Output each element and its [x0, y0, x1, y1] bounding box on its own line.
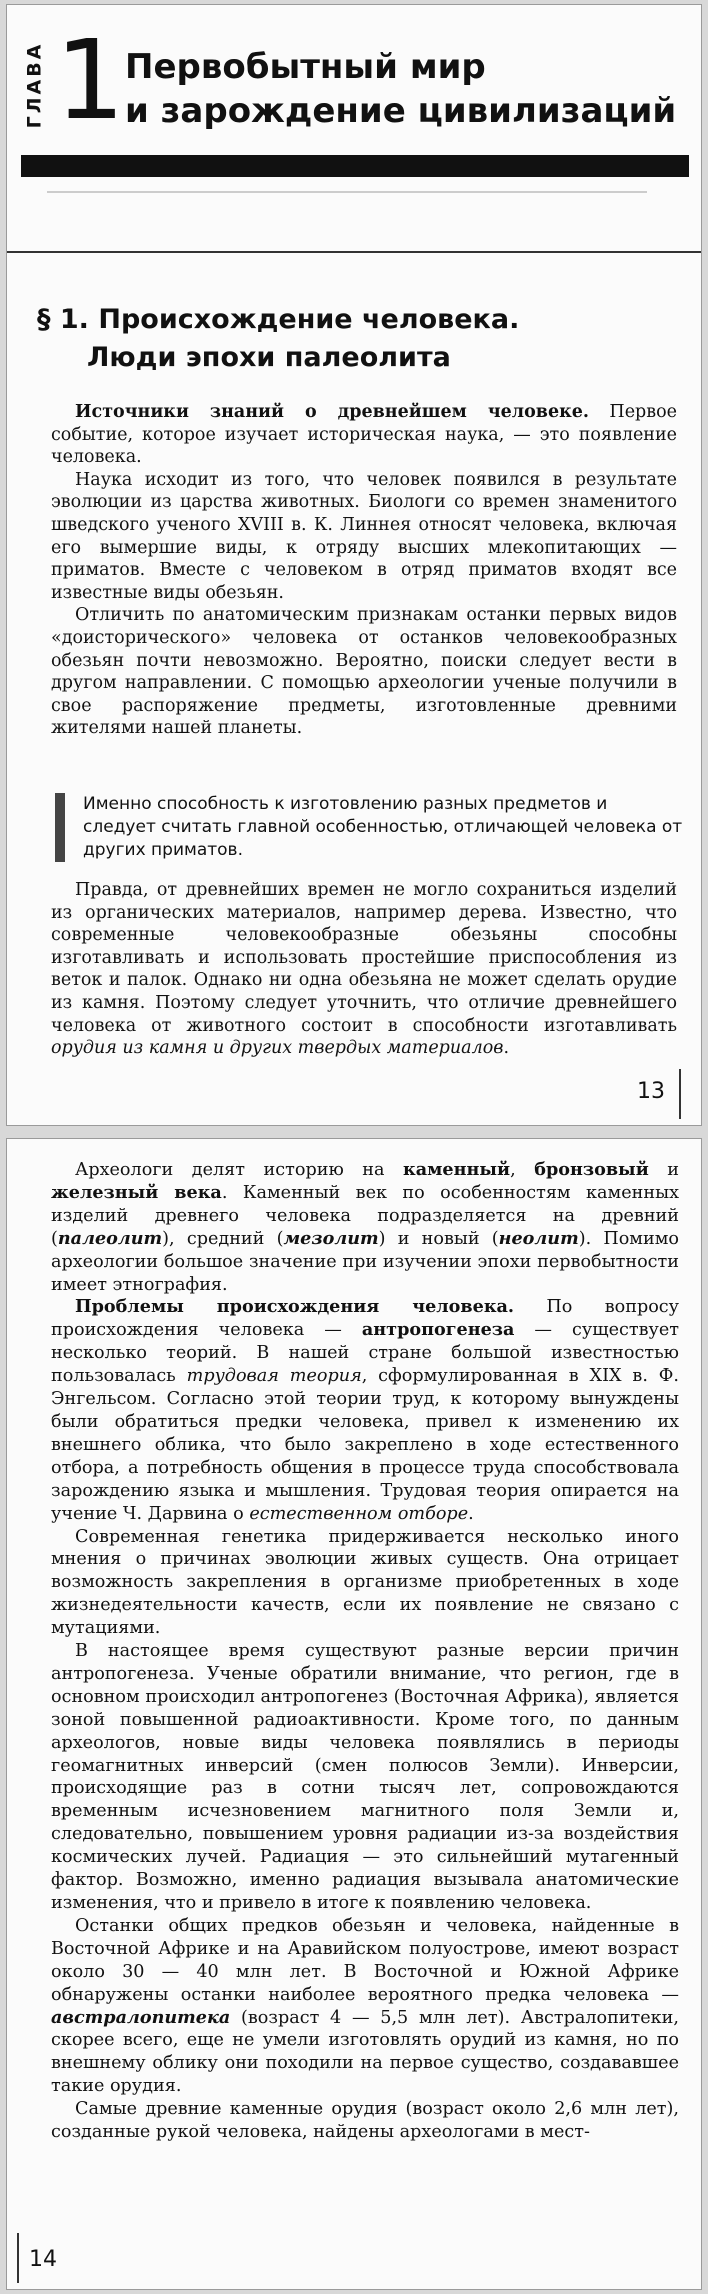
paragraph: [51, 879, 677, 1060]
bold-term: каменный: [403, 1159, 511, 1180]
paragraph-text: .: [503, 1038, 510, 1059]
paragraph: [51, 1915, 679, 2098]
paragraph: [51, 1296, 679, 1525]
bold-italic-term: мезолит: [283, 1227, 379, 1249]
paragraph-text: ) и новый (: [378, 1228, 499, 1249]
chapter-label: [19, 41, 49, 129]
chapter-title-line2: и зарождение цивилизаций: [125, 91, 677, 131]
paragraph: Современная генетика придерживается несколько иного мнения о причинах эволюции живых существ. Она отрицает возможность закрепления в организме приобретенных в ходе жизнедеятельности качеств, если их появление не связано с мутациями.: [51, 1526, 679, 1639]
page-13: [6, 4, 702, 1126]
paragraph: Наука исходит из того, что человек появился в результате эволюции из царства животных. Биологи со времен знаменитого шведского ученого XVIII в. К. Линнея относят человека, включая его вымершие виды, к отряду высших млекопитающих — приматов. Вместе с человеком в отряд приматов входят все известные виды обезьян.: [51, 469, 677, 603]
paragraph-text: (возраст 4 — 5,5 млн лет). Австралопитеки, скорее всего, еще не умели изготовлять орудий из камня, но по внешнему облику они походили на первое существо, создававшее такие орудия.: [51, 2007, 679, 2097]
callout-bar: [55, 793, 65, 862]
paragraph-text: По вопросу происхождения человека —: [51, 1297, 679, 1341]
bold-term: бронзовый: [534, 1159, 649, 1180]
section-title-line1: § 1. Происхождение человека.: [37, 304, 520, 335]
chapter-number: 1: [55, 16, 125, 144]
paragraph: Самые древние каменные орудия (возраст около 2,6 млн лет), созданные рукой человека, найдены археологами в мест-: [51, 2099, 679, 2143]
paragraph-text: ), средний (: [162, 1228, 284, 1249]
chapter-title-line1: Первобытный мир: [125, 47, 486, 87]
paragraph-text: ). Помимо археологии большое значение при изучении эпохи первобытности имеет этнография.: [51, 1228, 679, 1295]
italic-term: трудовая теория: [186, 1366, 362, 1387]
body-text-top: [51, 401, 677, 740]
page-number: 14: [29, 2247, 57, 2272]
italic-term: естественном отборе: [249, 1503, 469, 1524]
paragraph-text: . Каменный век по особенностям каменных изделий древнего человека подразделяется на древний (: [51, 1182, 679, 1249]
paragraph: [51, 1159, 679, 1296]
section-title: [37, 301, 519, 377]
body-text-bottom: [51, 879, 677, 1060]
chapter-header-bar: [21, 155, 689, 177]
bold-italic-term: австралопитека: [51, 2006, 231, 2028]
section-title-line2: Люди эпохи палеолита: [87, 342, 451, 373]
bold-italic-term: неолит: [498, 1227, 579, 1249]
page-number: 13: [637, 1079, 665, 1104]
body-text: [51, 1159, 679, 2144]
paragraph-text: — существует несколько теорий. В нашей стране большой известностью пользовалась: [51, 1320, 679, 1387]
header-rule: [7, 251, 701, 253]
paragraph: Отличить по анатомическим признакам останки первых видов «доисторического» человека от останков человекообразных обезьян почти невозможно. Вероятно, поиски следует вести в другом направлении. С помощью археологии ученые получили в свое распоряжение предметы, изготовленные древними жителями нашей планеты.: [51, 605, 677, 739]
paragraph-text: , сформулированная в XIX в. Ф. Энгельсом. Согласно этой теории труд, к которому вынуждены были обратиться предки человека, привел к изменению их внешнего облика, что было закреплено в ходе естественного отбора, а потребность общения в процессе труда способствовала зарождению языка и мышления. Трудовая теория опирается на учение Ч. Дарвина о: [51, 1366, 679, 1524]
faint-divider: [47, 191, 647, 193]
chapter-word: ГЛАВА: [23, 41, 45, 129]
italic-term: орудия из камня и других твердых материалов: [51, 1038, 504, 1059]
callout-text: Именно способность к изготовлению разных предметов и следует считать главной особенностью, отличающей человека от других приматов.: [83, 794, 683, 860]
page-14: [6, 1138, 702, 2290]
bold-term: железный века: [51, 1181, 222, 1203]
page-number-rule: [17, 2233, 19, 2283]
paragraph-text: Правда, от древнейших времен не могло сохраниться изделий из органических материалов, например дерева. Известно, что современные человекообразные обезьяны способны изготавливать и использовать простейшие приспособления из веток и палок. Однако ни одна обезьяна не может сделать орудие из камня. Поэтому следует уточнить, что отличие древнейшего человека от животного состоит в способности изготавливать: [51, 880, 677, 1036]
bold-italic-term: палеолит: [57, 1227, 163, 1249]
callout-box: [55, 793, 685, 862]
paragraph-text: Первое событие, которое изучает историческая наука, — это появление человека.: [51, 402, 677, 468]
paragraph: В настоящее время существуют разные версии причин антропогенеза. Ученые обратили внимание, что регион, где в основном происходил антропогенез (Восточная Африка), является зоной повышенной радиоактивности. Кроме того, по данным археологов, новые виды человека появлялись в периоды геомагнитных инверсий (смен полюсов Земли). Инверсии, происходящие раз в сотни тысяч лет, сопровождаются временным исчезновением магнитного поля Земли и, следовательно, повышением уровня радиации из-за воздействия космических лучей. Радиация — это сильнейший мутагенный фактор. Возможно, именно радиация вызывала анатомические изменения, что и привело в итоге к появлению человека.: [51, 1641, 679, 1913]
chapter-title: [125, 45, 676, 133]
paragraph-text: .: [468, 1503, 474, 1524]
paragraph-text: ,: [510, 1160, 535, 1180]
paragraph: [51, 401, 677, 469]
paragraph-text: Археологи делят историю на: [75, 1160, 404, 1180]
paragraph-text: и: [648, 1160, 680, 1180]
bold-term: антропогенеза: [361, 1319, 515, 1341]
subheading: Источники знаний о древнейшем человеке.: [75, 402, 589, 422]
paragraph-text: Останки общих предков обезьян и человека, найденные в Восточной Африке и на Аравийском полуострове, имеют возраст около 30 — 40 млн лет. В Восточной и Южной Африке обнаружены останки наиболее вероятного предка человека —: [51, 1915, 679, 2005]
page-number-rule: [679, 1069, 681, 1119]
subheading: Проблемы происхождения человека.: [75, 1296, 515, 1318]
